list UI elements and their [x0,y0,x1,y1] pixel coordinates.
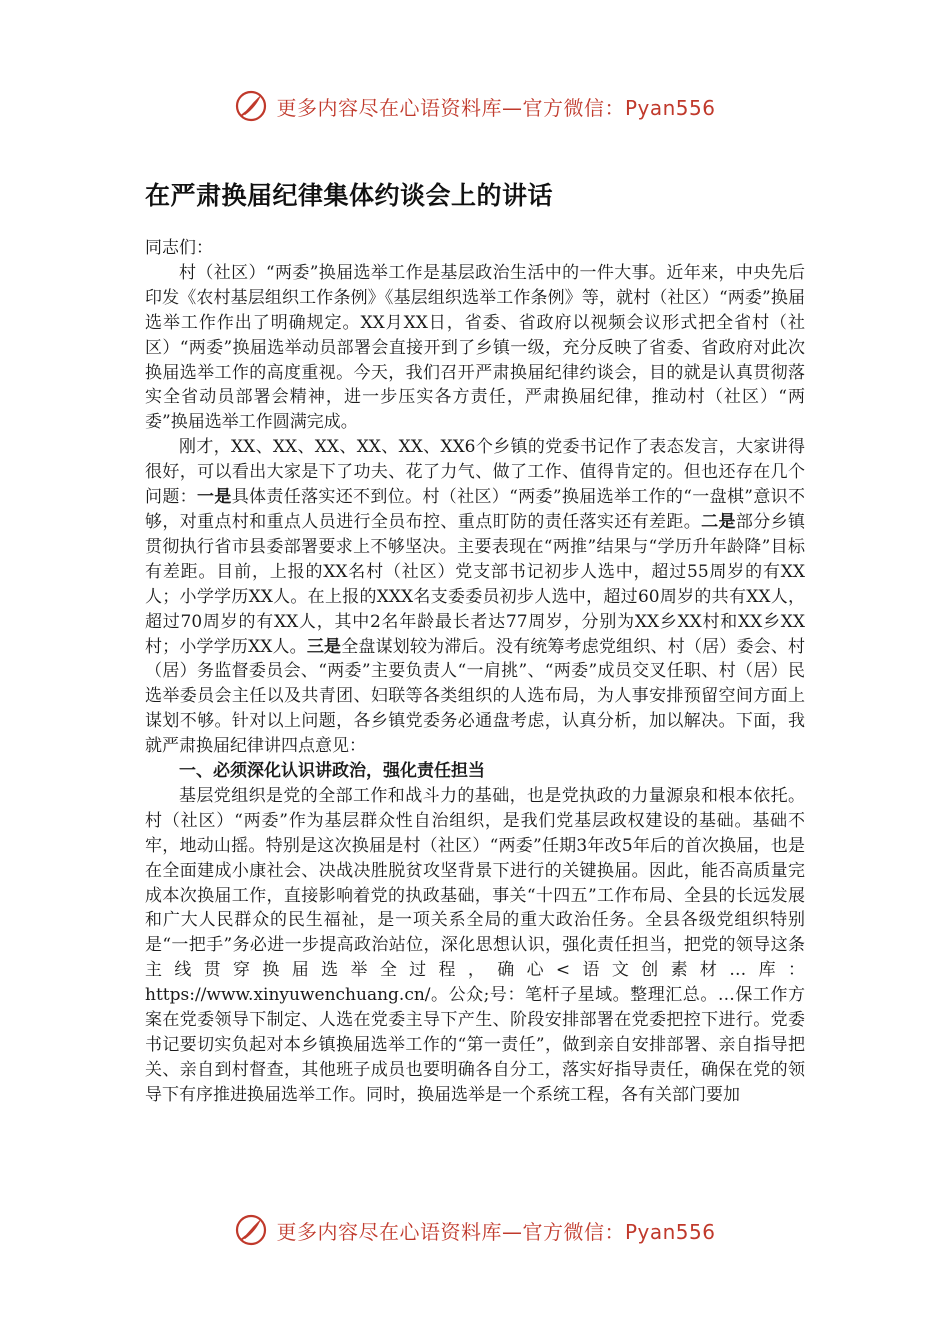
footer-watermark-banner [0,1210,950,1250]
point-text-3: 全盘谋划较为滞后。没有统筹考虑党组织、村（居）委会、村（居）务监督委员会、“两委”主要负责人“一肩挑”、“两委”成员交叉任职、村（居）民选举委员会主任以及共青团、妇联等各类组织的人选布局，为人事安排预留空间方面上谋划不够。针对以上问题，各乡镇党委务必通盘考虑，认真分析，加以解决。下面，我就严肃换届纪律讲四点意见： [145,636,805,757]
header-watermark-banner [0,86,950,126]
quill-pen-logo-icon [234,1213,268,1247]
paragraph-1: 村（社区）“两委”换届选举工作是基层政治生活中的一件大事。近年来，中央先后印发《农村基层组织工作条例》《基层组织选举工作条例》等，就村（社区）“两委”换届选举工作作出了明确规定。XX月XX日，省委、省政府以视频会议形式把全省村（社区）“两委”换届选举动员部署会直接开到了乡镇一级，充分反映了省委、省政府对此次换届选举工作的高度重视。今天，我们召开严肃换届纪律约谈会，目的就是认真贯彻落实全省动员部署会精神，进一步压实各方责任，严肃换届纪律，推动村（社区）“两委”换届选举工作圆满完成。 [145,262,805,433]
quill-pen-logo-icon [234,89,268,123]
paragraph-2 [145,435,805,759]
paragraph-3: 基层党组织是党的全部工作和战斗力的基础，也是党执政的力量源泉和根本依托。村（社区）“两委”作为基层群众性自治组织，是我们党基层政权建设的基础。基础不牢，地动山摇。特别是这次换届是村（社区）“两委”任期3年改5年后的首次换届，也是在全面建成小康社会、决战决胜脱贫攻坚背景下进行的关键换届。因此，能否高质量完成本次换届工作，直接影响着党的执政基础，事关“十四五”工作布局、全县的长远发展和广大人民群众的民生福祉，是一项关系全局的重大政治任务。全县各级党组织特别是“一把手”务必进一步提高政治站位，深化思想认识，强化责任担当，把党的领导这条主线贯穿换届选举全过程，确心<语文创素材…库：https://www.xinyuwenchuang.cn/。公众;号：笔杆子星域。整理汇总。…保工作方案在党委领导下制定、人选在党委主导下产生、阶段安排部署在党委把控下进行。党委书记要切实负起对本乡镇换届选举工作的“第一责任”，做到亲自安排部署、亲自指导把关、亲自到村督查，其他班子成员也要明确各自分工，落实好指导责任，确保在党的领导下有序推进换届选举工作。同时，换届选举是一个系统工程，各有关部门要加 [145,785,805,1105]
point-text-2: 部分乡镇贯彻执行省市县委部署要求上不够坚决。主要表现在“两推”结果与“学历升年龄降”目标有差距。目前，上报的XX名村（社区）党支部书记初步人选中，超过55周岁的有XX人；小学学历XX人。在上报的XXX名支委委员初步人选中，超过60周岁的共有XX人，超过70周岁的有XX人，其中2名年龄最长者达77周岁，分别为XX乡XX村和XX乡XX村；小学学历XX人。 [145,511,806,657]
point-label-3: 三是 [306,636,342,657]
point-label-2: 二是 [701,511,736,532]
document-body [145,236,805,1108]
salutation: 同志们： [145,238,213,258]
point-text-1: 具体责任落实还不到位。村（社区）“两委”换届选举工作的“一盘棋”意识不够，对重点村和重点人员进行全员布控、重点盯防的责任落实还有差距。 [145,487,806,532]
banner-text: 更多内容尽在心语资料库—官方微信：Pyan556 [276,1219,716,1244]
paragraph-2-intro: 刚才，XX、XX、XX、XX、XX、XX6个乡镇的党委书记作了表态发言，大家讲得很好，可以看出大家是下了功夫、花了力气、做了工作、值得肯定的。但也还存在几个问题： [145,437,805,508]
section-heading-1: 一、必须深化认识讲政治，强化责任担当 [179,761,485,782]
banner-text: 更多内容尽在心语资料库—官方微信：Pyan556 [276,95,716,120]
point-label-1: 一是 [197,487,232,508]
document-title: 在严肃换届纪律集体约谈会上的讲话 [145,181,554,210]
